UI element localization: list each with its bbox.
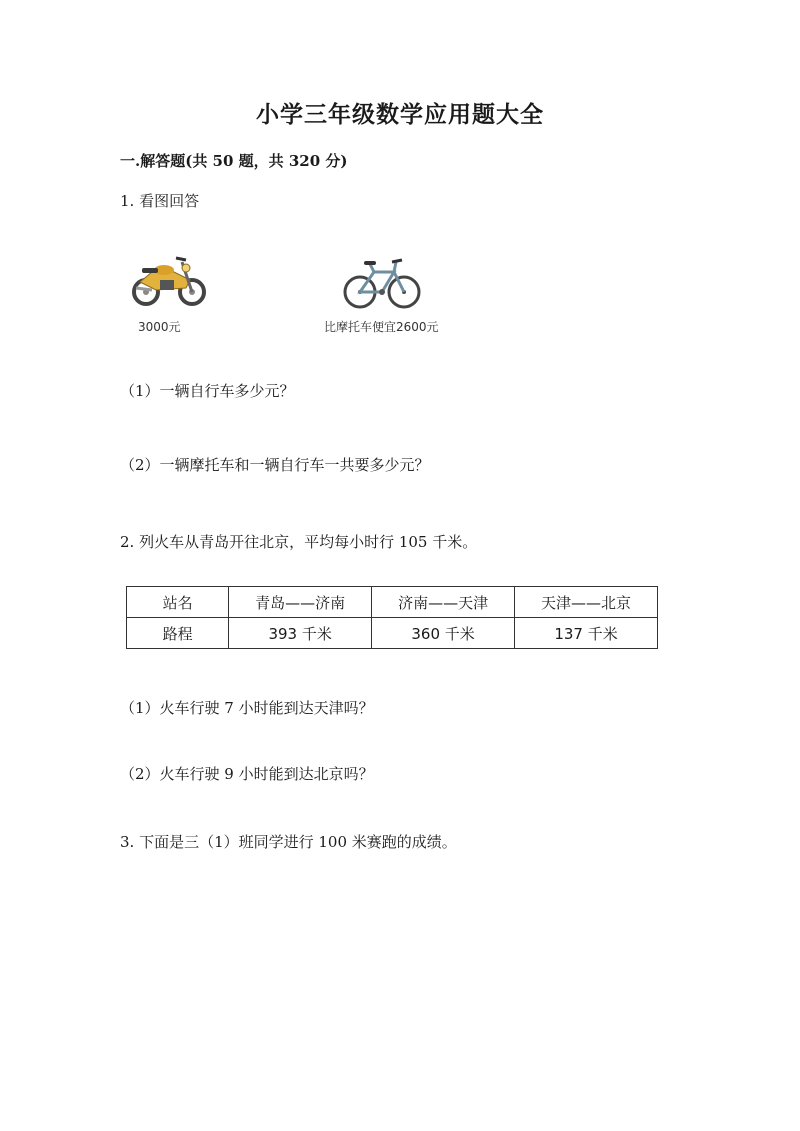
table-cell: 137 千米: [515, 618, 658, 649]
question-2-sub-1: （1）火车行驶 7 小时能到达天津吗？: [120, 699, 374, 717]
table-header-row: [127, 587, 658, 618]
table-cell: 路程: [127, 618, 229, 649]
table-cell: 济南——天津: [372, 587, 515, 618]
question-2-prompt: 2. 列火车从青岛开往北京，平均每小时行 105 千米。: [120, 533, 478, 551]
table-cell: 天津——北京: [515, 587, 658, 618]
table-cell: 站名: [127, 587, 229, 618]
motorcycle-image: [130, 246, 210, 310]
table-row: [127, 618, 658, 649]
page-title: 小学三年级数学应用题大全: [256, 101, 544, 128]
question-2-sub-2: （2）火车行驶 9 小时能到达北京吗？: [120, 765, 374, 783]
section-heading: 一.解答题(共 50 题，共 320 分): [120, 152, 348, 170]
route-distance-table: [126, 586, 658, 649]
question-1-sub-2: （2）一辆摩托车和一辆自行车一共要多少元？: [120, 456, 430, 474]
question-1-sub-1: （1）一辆自行车多少元？: [120, 382, 295, 400]
table-cell: 青岛——济南: [229, 587, 372, 618]
question-3-prompt: 3. 下面是三（1）班同学进行 100 米赛跑的成绩。: [120, 833, 457, 851]
bicycle-price-caption: 比摩托车便宜2600元: [324, 320, 439, 334]
table-cell: 393 千米: [229, 618, 372, 649]
table-cell: 360 千米: [372, 618, 515, 649]
motorcycle-price-caption: 3000元: [138, 320, 181, 334]
bicycle-image: [342, 256, 422, 312]
question-1-prompt: 1. 看图回答: [120, 192, 200, 210]
